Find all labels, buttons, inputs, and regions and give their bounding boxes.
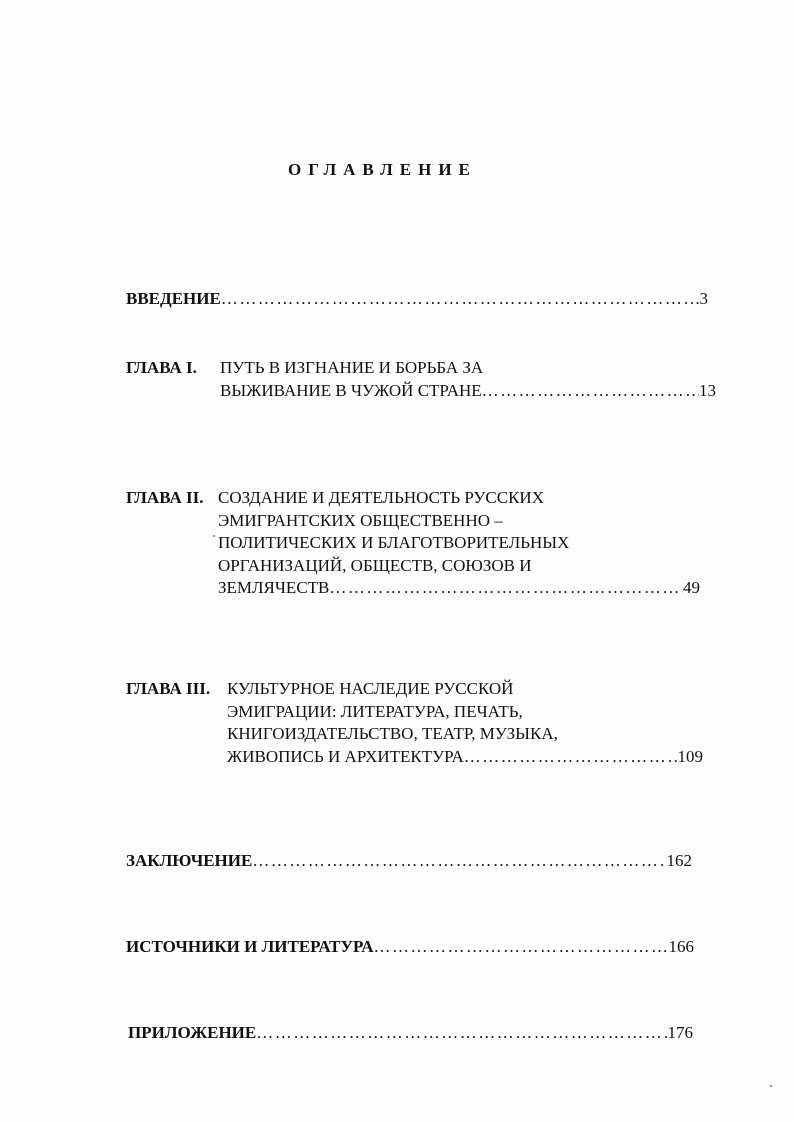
- toc-entry-label: ПРИЛОЖЕНИЕ: [128, 1023, 257, 1042]
- toc-page-number: 166: [668, 937, 694, 956]
- toc-entry-label: ВВЕДЕНИЕ: [126, 289, 221, 308]
- toc-entry-label: ИСТОЧНИКИ И ЛИТЕРАТУРА: [126, 937, 374, 956]
- chapter-title-line: КНИГОИЗДАТЕЛЬСТВО, ТЕАТР, МУЗЫКА,: [227, 724, 558, 743]
- chapter-title-line: ЗЕМЛЯЧЕСТВ: [218, 578, 330, 597]
- dot-leader: [221, 288, 700, 311]
- dot-leader: [482, 380, 699, 403]
- page-title: ОГЛАВЛЕНИЕ: [288, 160, 477, 179]
- toc-page-number: 3: [699, 289, 708, 308]
- chapter-title-line: ОРГАНИЗАЦИЙ, ОБЩЕСТВ, СОЮЗОВ И: [218, 555, 532, 575]
- chapter-label: ГЛАВА II.: [126, 488, 204, 507]
- toc-entry-chapter-3: [126, 678, 716, 773]
- chapter-title-line: ЭМИГРАЦИИ: ЛИТЕРАТУРА, ПЕЧАТЬ,: [227, 701, 523, 721]
- chapter-label: ГЛАВА I.: [126, 358, 197, 377]
- toc-entry-chapter-1: [126, 357, 716, 407]
- chapter-title-last-line: [227, 746, 703, 769]
- dot-leader: [256, 1022, 667, 1045]
- dot-leader: [464, 746, 678, 769]
- toc-entry-chapter-2: [126, 487, 716, 602]
- toc-page-number: 162: [666, 851, 692, 870]
- toc-page-number: 109: [677, 746, 703, 766]
- chapter-title-line: ЖИВОПИСЬ И АРХИТЕКТУРА: [227, 746, 464, 766]
- chapter-label: ГЛАВА III.: [126, 679, 211, 698]
- chapter-title-line: ПОЛИТИЧЕСКИХ И БЛАГОТВОРИТЕЛЬНЫХ: [218, 533, 570, 552]
- toc-entry-appendix: [128, 1022, 693, 1045]
- dot-leader: [373, 936, 668, 959]
- toc-page-number: 176: [667, 1023, 693, 1042]
- chapter-title-line: КУЛЬТУРНОЕ НАСЛЕДИЕ РУССКОЙ: [227, 679, 514, 698]
- toc-entry-conclusion: [126, 850, 692, 873]
- dot-leader: [252, 850, 666, 873]
- chapter-title-line: СОЗДАНИЕ И ДЕЯТЕЛЬНОСТЬ РУССКИХ: [218, 488, 544, 507]
- scan-speck: [770, 1085, 772, 1087]
- chapter-title-line: ВЫЖИВАНИЕ В ЧУЖОЙ СТРАНЕ: [220, 380, 482, 400]
- scan-speck: [213, 535, 215, 537]
- chapter-title-line: ЭМИГРАНТСКИХ ОБЩЕСТВЕННО –: [218, 510, 503, 530]
- toc-entry-sources: [126, 936, 694, 959]
- chapter-title-line: ПУТЬ В ИЗГНАНИЕ И БОРЬБА ЗА: [220, 358, 484, 377]
- chapter-title-last-line: [220, 380, 716, 403]
- toc-page-number: 49: [683, 578, 700, 597]
- toc-entry-intro: [126, 288, 708, 311]
- toc-entry-label: ЗАКЛЮЧЕНИЕ: [126, 851, 253, 870]
- dot-leader: [329, 577, 683, 600]
- toc-page-number: 13: [699, 380, 716, 400]
- chapter-title-last-line: [218, 577, 700, 600]
